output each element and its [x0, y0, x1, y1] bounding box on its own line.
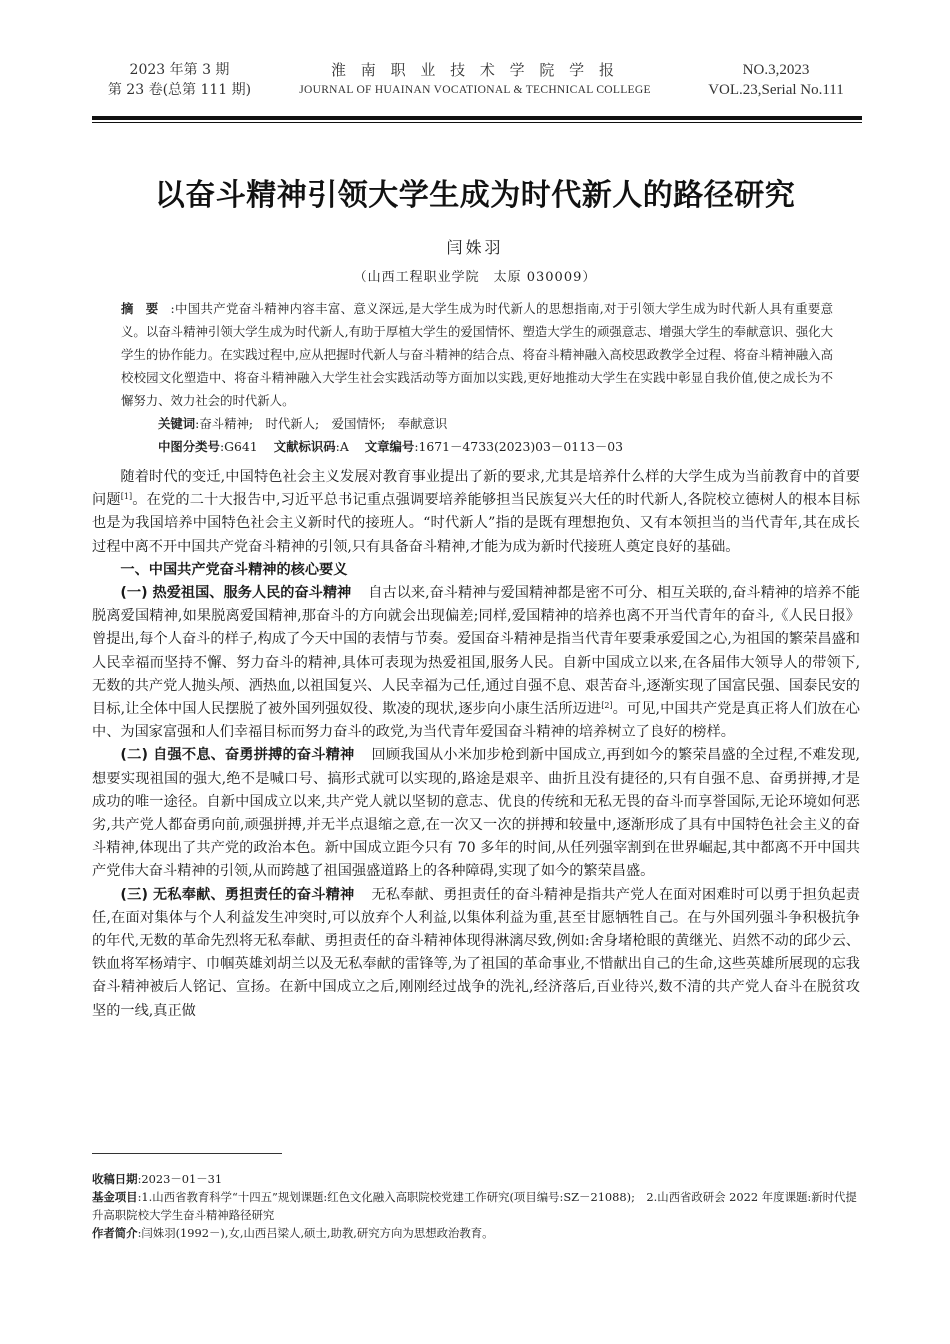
keywords [158, 413, 838, 435]
journal-name-en: JOURNAL OF HUAINAN VOCATIONAL & TECHNICAL COLLEGE [299, 84, 651, 96]
citation-ref-2: [2] [601, 701, 613, 711]
header-issue-info-en [690, 60, 862, 100]
article-title: 以奋斗精神引领大学生成为时代新人的路径研究 [154, 178, 796, 213]
header-issue-cn: 2023 年第 3 期 [129, 62, 230, 78]
header-issue-info [92, 60, 267, 100]
article-affiliation: （山西工程职业学院 太原 030009） [353, 270, 597, 285]
header-rule-thick [92, 116, 862, 120]
subsection-3-title: (三) 无私奉献、勇担责任的奋斗精神 [120, 886, 355, 903]
header-issue-en: NO.3,2023 [742, 62, 810, 78]
doccode-label: 文献标识码 [273, 439, 336, 454]
footnote-received: 收稿日期:2023－01－31 [92, 1172, 223, 1186]
journal-name-cn: 淮 南 职 业 技 术 学 院 学 报 [331, 61, 619, 79]
footnote-rule [92, 1153, 282, 1154]
header-volume-en: VOL.23,Serial No.111 [708, 82, 844, 98]
classification-line [158, 436, 838, 458]
subsection-2-paragraph: (二) 自强不息、奋勇拼搏的奋斗精神 回顾我国从小米加步枪到新中国成立,再到如今的繁荣昌盛的全过程,不难发现,想要实现祖国的强大,绝不是喊口号、搞形式就可以实现的,路途是艰辛、曲折且没有捷径的,只有自强不息、奋勇拼搏,才是成功的唯一途径。自新中国成立以来,共产党人就以坚韧的意志、优良的传统和无私无畏的奋斗而享誉国际,无论环境如何恶劣,共产党人都奋勇向前,顽强拼搏,并无半点退缩之意,在一次又一次的拼搏和较量中,逐渐形成了具有中国特色社会主义的奋斗精神,体现出了共产党的政治本色。新中国成立距今只有 70 多年的时间,从任列强宰割到在世界崛起,其中都离不开中国共产党伟大奋斗精神的引领,从而跨越了祖国强盛道路上的各种障碍,实现了如今的繁荣昌盛。 [92, 747, 860, 880]
clc-value: :G641 [219, 439, 258, 454]
intro-paragraph: 随着时代的变迁,中国特色社会主义发展对教育事业提出了新的要求,尤其是培养什么样的大学生成为当前教育中的首要问题[1]。在党的二十大报告中,习近平总书记重点强调要培养能够担当民族复兴大任的时代新人,各院校立德树人的根本目标也是为我国培养中国特色社会主义新时代的接班人。“时代新人”指的是既有理想抱负、又有本领担当的当代青年,其在成长过程中离不开中国共产党奋斗精神的引领,只有具备奋斗精神,才能为成为新时代接班人奠定良好的基础。 [92, 469, 860, 555]
subsection-2-title: (二) 自强不息、奋勇拼搏的奋斗精神 [120, 747, 355, 764]
section-heading-1: 一、中国共产党奋斗精神的核心要义 [120, 561, 348, 578]
header-volume-cn: 第 23 卷(总第 111 期) [107, 82, 252, 98]
articleno-label: 文章编号 [364, 439, 415, 454]
citation-ref-1: [1] [120, 492, 133, 502]
header-journal-name [270, 60, 680, 100]
abstract-text: :中国共产党奋斗精神内容丰富、意义深远,是大学生成为时代新人的思想指南,对于引领大学生成为时代新人具有重要意义。以奋斗精神引领大学生成为时代新人,有助于厚植大学生的爱国情怀、塑造大学生的顽强意志、增强大学生的奉献意识、强化大学生的协作能力。在实践过程中,应从把握时代新人与奋斗精神的结合点、将奋斗精神融入高校思政教学全过程、将奋斗精神融入高校校园文化塑造中、将奋斗精神融入大学生社会实践活动等方面加以实践,更好地推动大学生在实践中彰显自我价值,使之成长为不懈努力、效力社会的时代新人。 [121, 301, 833, 408]
footnotes [92, 1170, 862, 1242]
clc-label: 中图分类号 [158, 439, 220, 454]
abstract-label: 摘要 [121, 301, 171, 316]
article-author: 闫姝羽 [446, 238, 504, 257]
keywords-text: :奋斗精神; 时代新人; 爱国情怀; 奉献意识 [195, 416, 448, 431]
articleno-value: :1671－4733(2023)03－0113－03 [414, 439, 624, 454]
doccode-value: :A [335, 439, 349, 454]
footnote-author: 作者简介:闫姝羽(1992－),女,山西吕梁人,硕士,助教,研究方向为思想政治教育。 [92, 1226, 494, 1240]
subsection-1-paragraph: (一) 热爱祖国、服务人民的奋斗精神 自古以来,奋斗精神与爱国精神都是密不可分、相互关联的,奋斗精神的培养不能脱离爱国精神,如果脱离爱国精神,那奋斗的方向就会出现偏差;同样,爱国精神的培养也离不开当代青年的奋斗,《人民日报》曾提出,每个人奋斗的样子,构成了今天中国的表情与节奏。爱国奋斗精神是指当代青年要秉承爱国之心,为祖国的繁荣昌盛和人民幸福而坚持不懈、努力奋斗的精神,具体可表现为热爱祖国,服务人民。自新中国成立以来,在各届伟大领导人的带领下,无数的共产党人抛头颅、洒热血,以祖国复兴、人民幸福为己任,通过自强不息、艰苦奋斗,逐渐实现了国富民强、国泰民安的目标,让全体中国人民摆脱了被外国列强奴役、欺凌的现状,逐步向小康生活所迈进[2]。可见,中国共产党是真正将人们放在心中、为国家富强和人们幸福目标而努力奋斗的政党,为当代青年爱国奋斗精神的培养树立了良好的榜样。 [92, 585, 860, 741]
subsection-3-paragraph: (三) 无私奉献、勇担责任的奋斗精神 无私奉献、勇担责任的奋斗精神是指共产党人在面对困难时可以勇于担负起责任,在面对集体与个人利益发生冲突时,可以放弃个人利益,以集体利益为重,甚至甘愿牺牲自己。在与外国列强斗争积极抗争的年代,无数的革命先烈将无私奉献、勇担责任的奋斗精神体现得淋漓尽致,例如:舍身堵枪眼的黄继光、岿然不动的邱少云、铁血将军杨靖宇、巾帼英雄刘胡兰以及无私奉献的雷锋等,为了祖国的革命事业,不惜献出自己的生命,这些英雄所展现的忘我奋斗精神被后人铭记、宣扬。在新中国成立之后,刚刚经过战争的洗礼,经济落后,百业待兴,数不清的共产党人奋斗在脱贫攻坚的一线,真正做 [92, 886, 860, 1019]
footnote-fund: 基金项目:1.山西省教育科学“十四五”规划课题:红色文化融入高职院校党建工作研究(项目编号:SZ－21088); 2.山西省政研会 2022 年度课题:新时代提升高职院校大学生奋斗精神路径研究 [92, 1190, 857, 1222]
abstract [121, 297, 833, 412]
subsection-1-title: (一) 热爱祖国、服务人民的奋斗精神 [120, 585, 352, 602]
header-rule-thin [92, 122, 862, 123]
keywords-label: 关键词 [158, 416, 196, 431]
article-body [92, 466, 860, 1023]
